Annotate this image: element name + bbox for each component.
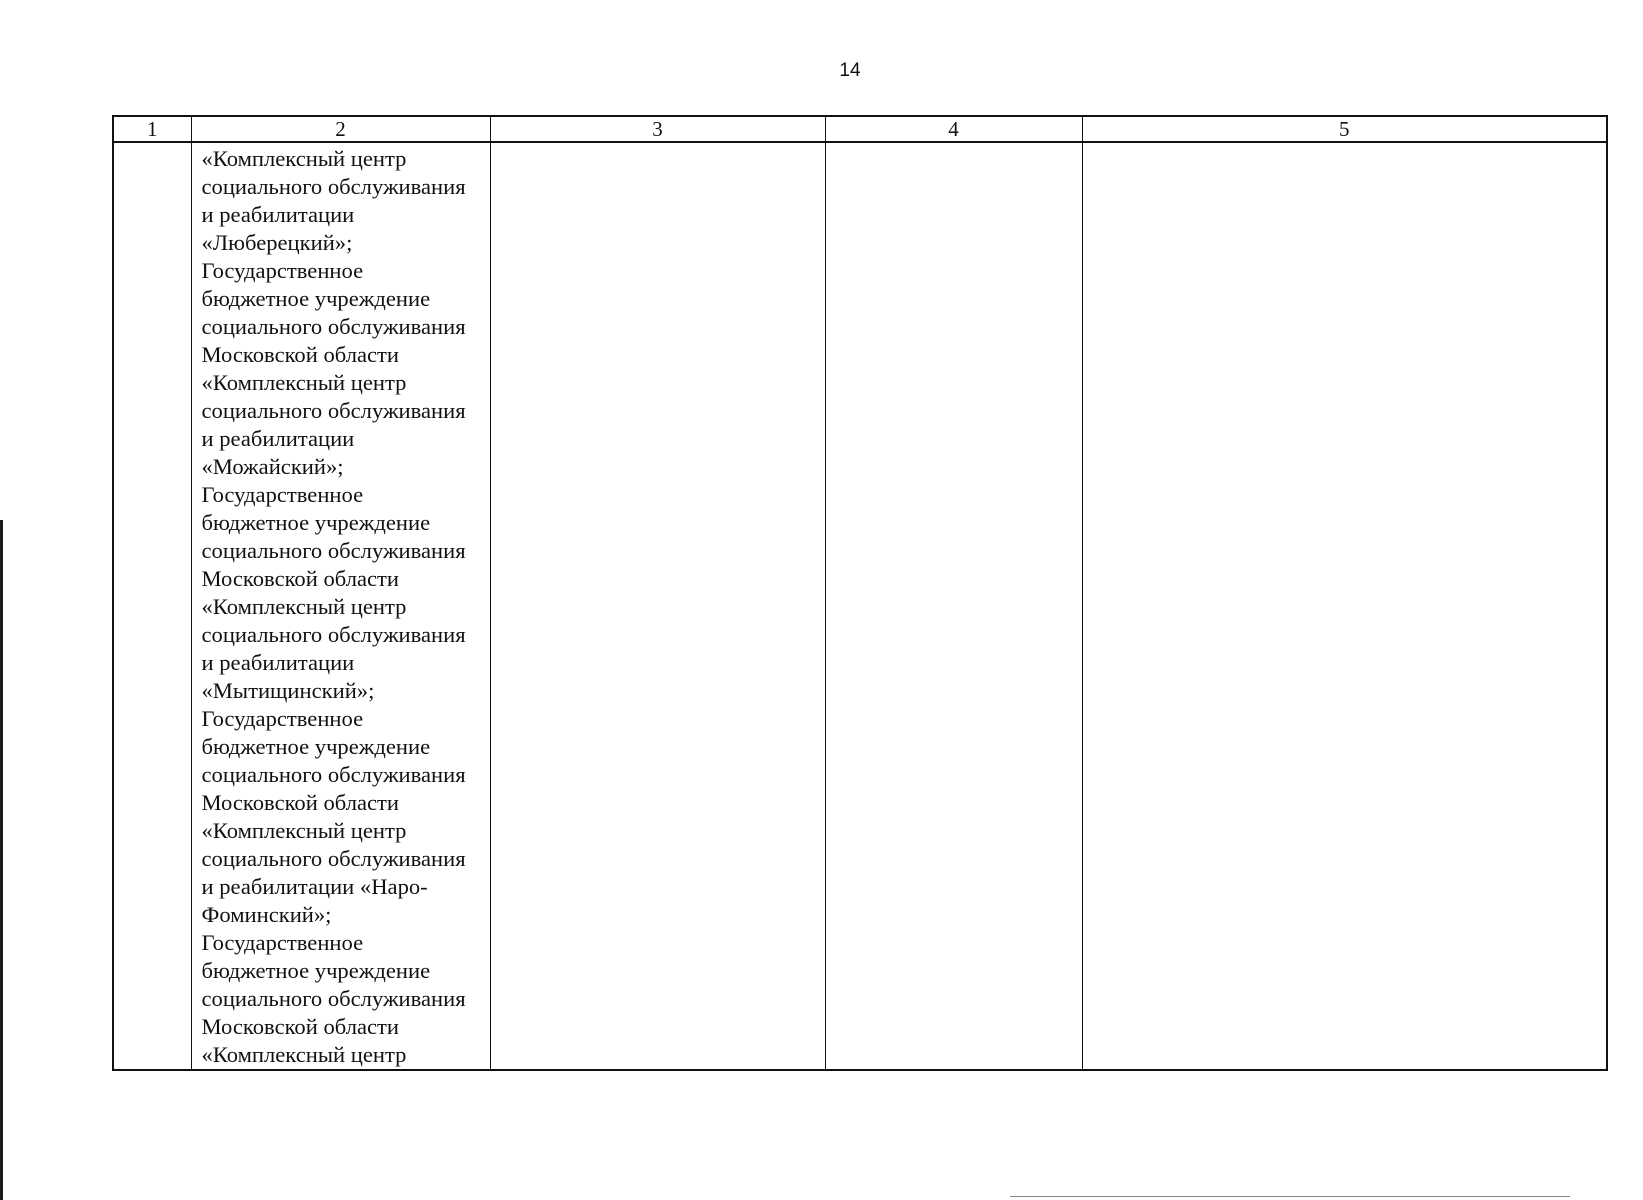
column-header-5: 5	[1082, 116, 1607, 142]
cell-column-2	[191, 142, 490, 1070]
column-2-text-line: бюджетное учреждение	[201, 286, 431, 311]
column-2-text-line: Государственное	[201, 930, 364, 955]
column-2-text-line: Московской области	[201, 566, 399, 591]
column-2-text-line: «Можайский»;	[201, 454, 344, 479]
page-number: 14	[839, 60, 861, 81]
column-2-text-line: социального обслуживания	[201, 762, 466, 787]
column-2-text-line: Государственное	[201, 258, 364, 283]
column-2-text-line: социального обслуживания	[201, 314, 466, 339]
column-2-text-line: «Мытищинский»;	[201, 678, 375, 703]
column-header-1: 1	[113, 116, 191, 142]
column-2-text-line: и реабилитации «Наро-	[201, 874, 428, 899]
cell-column-5	[1082, 142, 1607, 1070]
column-2-text-line: социального обслуживания	[201, 398, 466, 423]
table-row	[113, 142, 1607, 1070]
column-2-text-line: Московской области	[201, 790, 399, 815]
column-2-text-line: социального обслуживания	[201, 622, 466, 647]
column-2-text-line: «Комплексный центр	[201, 818, 407, 843]
table-header-row	[113, 116, 1607, 142]
scan-bottom-mark	[1010, 1196, 1570, 1199]
column-2-text-line: бюджетное учреждение	[201, 510, 431, 535]
column-2-text-line: социального обслуживания	[201, 538, 466, 563]
column-2-text-line: Государственное	[201, 706, 364, 731]
column-2-text-line: «Комплексный центр	[201, 146, 407, 171]
scan-edge-mark	[0, 520, 3, 1200]
column-2-text-line: «Комплексный центр	[201, 594, 407, 619]
column-2-text-line: Государственное	[201, 482, 364, 507]
column-2-text-line: Московской области	[201, 342, 399, 367]
column-2-text-line: и реабилитации	[201, 650, 355, 675]
column-2-text-line: бюджетное учреждение	[201, 958, 431, 983]
column-2-text-line: Фоминский»;	[201, 902, 332, 927]
column-2-text-line: и реабилитации	[201, 202, 355, 227]
column-header-2: 2	[191, 116, 490, 142]
column-2-text-line: «Комплексный центр	[201, 370, 407, 395]
column-2-text-line: социального обслуживания	[201, 986, 466, 1011]
column-header-3: 3	[490, 116, 825, 142]
cell-column-4	[825, 142, 1082, 1070]
document-table	[112, 115, 1608, 1071]
column-2-text-line: социального обслуживания	[201, 846, 466, 871]
column-header-4: 4	[825, 116, 1082, 142]
cell-column-3	[490, 142, 825, 1070]
column-2-text-line: бюджетное учреждение	[201, 734, 431, 759]
column-2-text-line: «Люберецкий»;	[201, 230, 353, 255]
column-2-text-line: Московской области	[201, 1014, 399, 1039]
column-2-text-line: социального обслуживания	[201, 174, 466, 199]
column-2-text-line: «Комплексный центр	[201, 1042, 407, 1067]
column-2-text-line: и реабилитации	[201, 426, 355, 451]
cell-column-1	[113, 142, 191, 1070]
column-2-text	[192, 143, 490, 1069]
